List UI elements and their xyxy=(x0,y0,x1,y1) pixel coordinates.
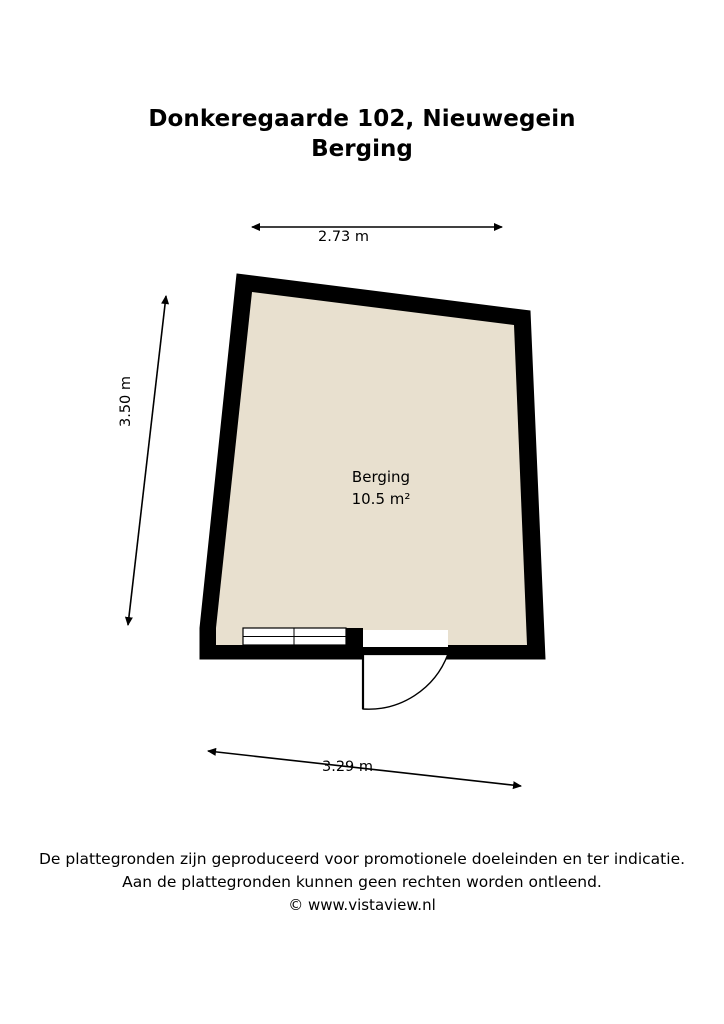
dimension-label-top: 2.73 m xyxy=(318,229,370,245)
dimension-label-bottom: 3.29 m xyxy=(322,759,374,775)
room-name: Berging xyxy=(351,468,411,486)
footer-line-2: Aan de plattegronden kunnen geen rechten worden ontleend. xyxy=(122,873,602,891)
footer-copyright: © www.vistaview.nl xyxy=(288,896,436,914)
wall-openings xyxy=(243,628,448,647)
room-area: 10.5 m² xyxy=(351,490,411,508)
page-title-address: Donkeregaarde 102, Nieuwegein xyxy=(148,106,576,132)
dimension-line-left xyxy=(128,296,166,625)
room-label xyxy=(281,466,481,510)
door-swing xyxy=(363,654,448,709)
page-title-subject: Berging xyxy=(311,136,413,162)
footer-line-1: De plattegronden zijn geproduceerd voor promotionele doeleinden en ter indicatie. xyxy=(38,850,686,868)
dimension-label-left: 3.50 m xyxy=(118,375,134,427)
footer-disclaimer xyxy=(0,848,724,917)
